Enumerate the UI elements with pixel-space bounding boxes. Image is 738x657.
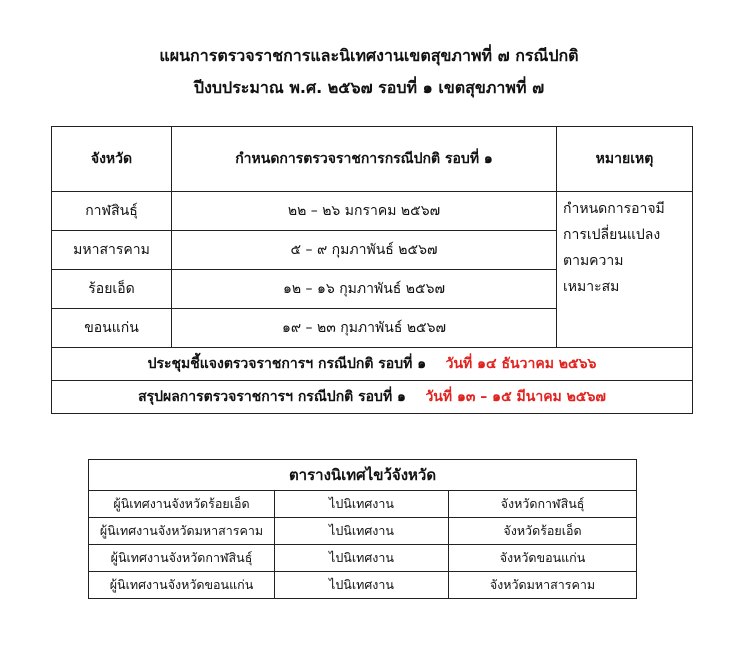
visits-header-row (89, 460, 637, 491)
summary-label: สรุปผลการตรวจราชการฯ กรณีปกติ รอบที่ ๑ (138, 389, 406, 405)
province-cell: กาฬสินธุ์ (52, 192, 172, 231)
action-cell: ไปนิเทศงาน (275, 491, 449, 518)
province-cell: ขอนแก่น (52, 309, 172, 348)
summary-cell (52, 381, 693, 414)
supervisor-cell: ผู้นิเทศงานจังหวัดร้อยเอ็ด (89, 491, 275, 518)
date-cell: ๑๙ – ๒๓ กุมภาพันธ์ ๒๕๖๗ (172, 309, 557, 348)
action-cell: ไปนิเทศงาน (275, 518, 449, 545)
province-cell: ร้อยเอ็ด (52, 270, 172, 309)
table-row (89, 491, 637, 518)
cross-supervision-table (88, 459, 637, 599)
remark-line: การเปลี่ยนแปลง (563, 227, 661, 243)
header-schedule: กำหนดการตรวจราชการกรณีปกติ รอบที่ ๑ (172, 127, 557, 192)
briefing-row (52, 348, 693, 381)
table-row (89, 545, 637, 572)
date-cell: ๕ – ๙ กุมภาพันธ์ ๒๕๖๗ (172, 231, 557, 270)
target-cell: จังหวัดมหาสารคาม (449, 572, 637, 599)
remark-line: ตามความ (563, 253, 624, 269)
date-cell: ๒๒ – ๒๖ มกราคม ๒๕๖๗ (172, 192, 557, 231)
action-cell: ไปนิเทศงาน (275, 545, 449, 572)
header-remark: หมายเหตุ (557, 127, 693, 192)
briefing-cell (52, 348, 693, 381)
remark-cell (557, 192, 693, 348)
inspection-schedule-table (51, 126, 693, 414)
schedule-header-row (52, 127, 693, 192)
table-row (52, 192, 693, 231)
action-cell: ไปนิเทศงาน (275, 572, 449, 599)
summary-date: วันที่ ๑๓ – ๑๕ มีนาคม ๒๕๖๗ (425, 389, 606, 405)
visits-title: ตารางนิเทศไขว้จังหวัด (89, 460, 637, 491)
document-subtitle: ปีงบประมาณ พ.ศ. ๒๕๖๗ รอบที่ ๑ เขตสุขภาพที่ ๗ (193, 78, 545, 97)
header-province: จังหวัด (52, 127, 172, 192)
document-title: แผนการตรวจราชการและนิเทศงานเขตสุขภาพที่ ๗ กรณีปกติ (159, 46, 579, 65)
date-cell: ๑๒ – ๑๖ กุมภาพันธ์ ๒๕๖๗ (172, 270, 557, 309)
briefing-label: ประชุมชี้แจงตรวจราชการฯ กรณีปกติ รอบที่ ๑ (147, 356, 427, 372)
table-row (89, 572, 637, 599)
remark-line: กำหนดการอาจมี (563, 201, 665, 217)
remark-line: เหมาะสม (563, 279, 620, 295)
province-cell: มหาสารคาม (52, 231, 172, 270)
supervisor-cell: ผู้นิเทศงานจังหวัดขอนแก่น (89, 572, 275, 599)
supervisor-cell: ผู้นิเทศงานจังหวัดมหาสารคาม (89, 518, 275, 545)
target-cell: จังหวัดร้อยเอ็ด (449, 518, 637, 545)
briefing-date: วันที่ ๑๔ ธันวาคม ๒๕๖๖ (445, 356, 597, 372)
target-cell: จังหวัดขอนแก่น (449, 545, 637, 572)
summary-row (52, 381, 693, 414)
table-row (89, 518, 637, 545)
supervisor-cell: ผู้นิเทศงานจังหวัดกาฬสินธุ์ (89, 545, 275, 572)
target-cell: จังหวัดกาฬสินธุ์ (449, 491, 637, 518)
